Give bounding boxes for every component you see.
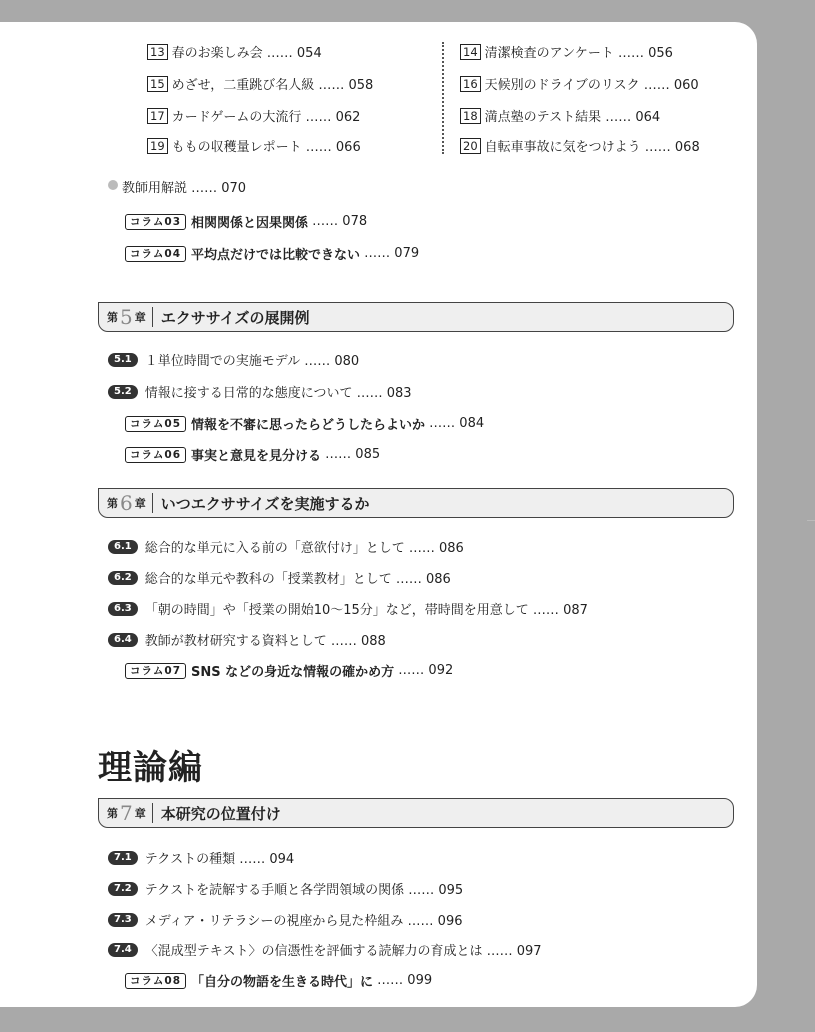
divider [152, 307, 153, 327]
section-7-2[interactable]: 7.2 テクストを読解する手順と各学問領域の関係 …… 095 [108, 879, 463, 898]
chapter-title: 本研究の位置付け [160, 804, 281, 823]
exercise-17[interactable]: 17 カードゲームの大流行 …… 062 [147, 106, 360, 125]
chapter-6-header[interactable]: 第 6 章 いつエクササイズを実施するか [98, 488, 734, 518]
crop-mark [807, 520, 815, 521]
exercise-20[interactable]: 20 自転車事故に気をつけよう …… 068 [460, 136, 700, 155]
section-7-3[interactable]: 7.3 メディア・リテラシーの視座から見た枠組み …… 096 [108, 910, 463, 929]
chapter-title: エクササイズの展開例 [160, 308, 310, 327]
section-7-4[interactable]: 7.4 〈混成型テキスト〉の信憑性を評価する読解力の育成とは …… 097 [108, 940, 542, 959]
section-6-3[interactable]: 6.3 「朝の時間」や「授業の開始10～15分」など，帯時間を用意して …… 087 [108, 599, 588, 618]
chapter-5-header[interactable]: 第 5 章 エクササイズの展開例 [98, 302, 734, 332]
column-06-entry[interactable]: コラム06 事実と意見を見分ける …… 085 [125, 445, 380, 464]
column-05-entry[interactable]: コラム05 情報を不審に思ったらどうしたらよいか …… 084 [125, 414, 484, 433]
teacher-guide-entry[interactable]: 教師用解説 …… 070 [122, 181, 247, 196]
chapter-number: 7 [120, 801, 133, 825]
chapter-7-header[interactable]: 第 7 章 本研究の位置付け [98, 798, 734, 828]
section-6-1[interactable]: 6.1 総合的な単元に入る前の「意欲付け」として …… 086 [108, 537, 464, 556]
exercise-18[interactable]: 18 満点塾のテスト結果 …… 064 [460, 106, 660, 125]
exercise-13[interactable]: 13 春のお楽しみ会 …… 054 [147, 42, 322, 61]
part-title: 理論編 [98, 748, 203, 788]
toc-page [0, 22, 757, 1007]
divider [152, 803, 153, 823]
section-5-1[interactable]: 5.1 １単位時間での実施モデル …… 080 [108, 350, 359, 369]
exercise-19[interactable]: 19 ももの収穫量レポート …… 066 [147, 136, 361, 155]
chapter-number: 5 [120, 305, 133, 329]
section-5-2[interactable]: 5.2 情報に接する日常的な態度について …… 083 [108, 382, 412, 401]
exercise-16[interactable]: 16 天候別のドライブのリスク …… 060 [460, 74, 699, 93]
column-08-entry[interactable]: コラム08 「自分の物語を生きる時代」に …… 099 [125, 971, 432, 990]
column-04-entry[interactable]: コラム04 平均点だけでは比較できない …… 079 [125, 244, 419, 263]
chapter-title: いつエクササイズを実施するか [160, 494, 370, 513]
chapter-number: 6 [120, 491, 133, 515]
exercise-15[interactable]: 15 めざせ，二重跳び名人級 …… 058 [147, 74, 373, 93]
column-03-entry[interactable]: コラム03 相関関係と因果関係 …… 078 [125, 212, 367, 231]
divider [152, 493, 153, 513]
bullet-dot [108, 180, 118, 190]
column-07-entry[interactable]: コラム07 SNS などの身近な情報の確かめ方 …… 092 [125, 661, 453, 680]
exercise-14[interactable]: 14 清潔検査のアンケート …… 056 [460, 42, 673, 61]
section-6-4[interactable]: 6.4 教師が教材研究する資料として …… 088 [108, 630, 386, 649]
column-divider [442, 42, 444, 154]
section-6-2[interactable]: 6.2 総合的な単元や教科の「授業教材」として …… 086 [108, 568, 451, 587]
section-7-1[interactable]: 7.1 テクストの種類 …… 094 [108, 848, 294, 867]
